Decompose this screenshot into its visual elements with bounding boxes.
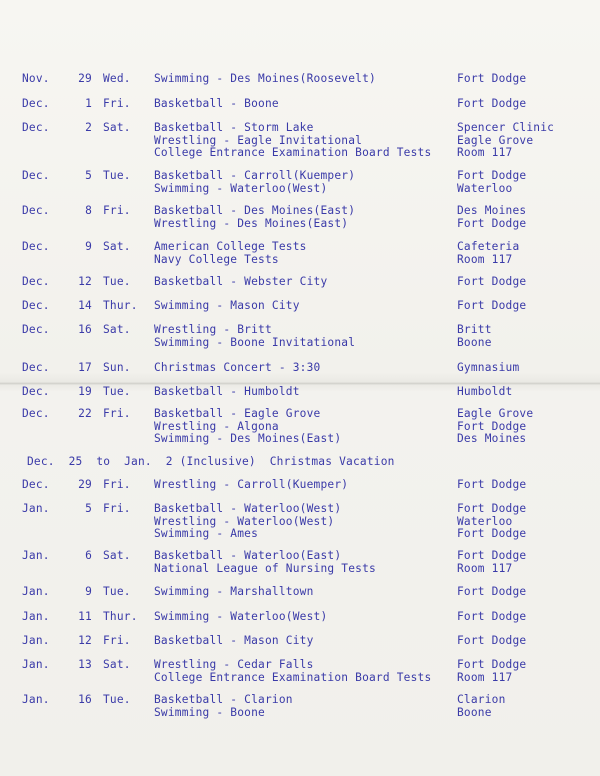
event-cell <box>154 324 355 349</box>
weekday-cell: Tue. <box>103 385 131 398</box>
location-line: Boone <box>457 705 492 719</box>
event-cell <box>154 611 327 624</box>
weekday-cell: Wed. <box>103 72 131 85</box>
weekday-cell: Fri. <box>103 204 131 217</box>
month-cell: Dec. <box>22 299 50 312</box>
location-cell <box>457 503 526 541</box>
month-cell: Dec. <box>22 240 50 253</box>
weekday-cell: Sat. <box>103 240 131 253</box>
event-line: Basketball - Mason City <box>154 634 314 647</box>
event-line: Swimming - Waterloo(West) <box>154 181 328 195</box>
day-cell: 5 <box>85 169 92 182</box>
weekday-cell: Fri. <box>103 634 131 647</box>
event-line: Swimming - Boone Invitational <box>154 335 356 349</box>
location-line: Waterloo <box>457 181 513 195</box>
location-cell <box>457 362 519 375</box>
location-cell <box>457 276 526 289</box>
event-cell <box>154 550 376 575</box>
event-line: Basketball - Humboldt <box>154 385 300 398</box>
day-cell: 19 <box>78 385 92 398</box>
location-line: Fort Dodge <box>457 585 527 598</box>
location-line: Clarion <box>457 693 506 706</box>
location-line: Fort Dodge <box>457 275 527 288</box>
location-line: Waterloo <box>457 514 513 528</box>
event-cell <box>154 503 341 541</box>
day-cell: 22 <box>78 407 92 420</box>
location-line: Fort Dodge <box>457 419 527 433</box>
event-line: Christmas Concert - 3:30 <box>154 361 321 374</box>
event-line: Wrestling - Britt <box>154 323 272 336</box>
location-line: Fort Dodge <box>457 502 527 515</box>
location-cell <box>457 205 526 230</box>
location-line: Des Moines <box>457 204 527 217</box>
location-cell <box>457 300 526 313</box>
location-line: Fort Dodge <box>457 634 527 647</box>
event-line: Basketball - Eagle Grove <box>154 407 321 420</box>
day-cell: 12 <box>78 634 92 647</box>
month-cell: Dec. <box>22 478 50 491</box>
location-line: Humboldt <box>457 385 513 398</box>
event-line: Wrestling - Carroll(Kuemper) <box>154 478 349 491</box>
event-line: Wrestling - Waterloo(West) <box>154 514 335 528</box>
day-cell: 17 <box>78 361 92 374</box>
location-line: Cafeteria <box>457 240 520 253</box>
event-cell <box>154 408 341 446</box>
month-cell: Dec. <box>22 204 50 217</box>
month-cell: Nov. <box>22 72 50 85</box>
location-line: Fort Dodge <box>457 658 527 671</box>
weekday-cell: Sat. <box>103 549 131 562</box>
location-cell <box>457 408 533 446</box>
month-cell: Jan. <box>22 585 50 598</box>
location-line: Fort Dodge <box>457 216 527 230</box>
location-line: Britt <box>457 323 492 336</box>
month-cell: Jan. <box>22 549 50 562</box>
event-cell <box>154 276 327 289</box>
weekday-cell: Sun. <box>103 361 131 374</box>
location-cell <box>457 73 526 86</box>
day-cell: 11 <box>78 610 92 623</box>
day-cell: 13 <box>78 658 92 671</box>
location-cell <box>457 386 512 399</box>
event-line: Basketball - Webster City <box>154 275 328 288</box>
weekday-cell: Sat. <box>103 121 131 134</box>
weekday-cell: Sat. <box>103 658 131 671</box>
event-cell <box>154 386 300 399</box>
location-line: Room 117 <box>457 146 513 159</box>
event-line: Basketball - Boone <box>154 97 279 110</box>
month-cell: Dec. <box>22 97 50 110</box>
location-line: Room 117 <box>457 670 513 684</box>
event-cell <box>154 73 376 86</box>
event-cell <box>154 205 355 230</box>
month-cell: Dec. <box>22 407 50 420</box>
weekday-cell: Fri. <box>103 478 131 491</box>
weekday-cell: Tue. <box>103 169 131 182</box>
weekday-cell: Fri. <box>103 97 131 110</box>
location-line: Fort Dodge <box>457 610 527 623</box>
day-cell: 9 <box>85 240 92 253</box>
event-cell <box>154 694 293 719</box>
location-line: Boone <box>457 335 492 349</box>
month-cell: Jan. <box>22 634 50 647</box>
event-cell <box>154 659 431 684</box>
event-line: Basketball - Carroll(Kuemper) <box>154 169 356 182</box>
event-line: Basketball - Storm Lake <box>154 121 314 134</box>
event-cell <box>154 98 279 111</box>
event-line: College Entrance Examination Board Tests <box>154 146 432 159</box>
month-cell: Dec. <box>22 121 50 134</box>
month-cell: Jan. <box>22 610 50 623</box>
day-cell: 16 <box>78 693 92 706</box>
month-cell: Jan. <box>22 693 50 706</box>
location-line: Des Moines <box>457 432 527 445</box>
location-line: Fort Dodge <box>457 549 527 562</box>
event-cell <box>154 122 431 160</box>
location-line: Fort Dodge <box>457 97 527 110</box>
weekday-cell: Fri. <box>103 407 131 420</box>
weekday-cell: Tue. <box>103 275 131 288</box>
event-line: College Entrance Examination Board Tests <box>154 670 432 684</box>
weekday-cell: Thur. <box>103 610 138 623</box>
location-cell <box>457 98 526 111</box>
day-cell: 12 <box>78 275 92 288</box>
location-line: Eagle Grove <box>457 133 534 147</box>
event-line: Swimming - Ames <box>154 527 259 540</box>
month-cell: Dec. <box>22 275 50 288</box>
event-line: Navy College Tests <box>154 252 279 266</box>
day-cell: 29 <box>78 72 92 85</box>
location-line: Spencer Clinic <box>457 121 555 134</box>
event-cell <box>154 635 314 648</box>
location-cell <box>457 324 492 349</box>
month-cell: Dec. <box>22 385 50 398</box>
event-line: Basketball - Clarion <box>154 693 293 706</box>
month-cell: Jan. <box>22 502 50 515</box>
location-cell <box>457 611 526 624</box>
event-cell <box>154 586 314 599</box>
event-cell <box>154 300 300 313</box>
event-line: Wrestling - Eagle Invitational <box>154 133 363 147</box>
event-line: National League of Nursing Tests <box>154 561 376 575</box>
day-cell: 2 <box>85 121 92 134</box>
location-line: Room 117 <box>457 252 513 266</box>
location-line: Gymnasium <box>457 361 520 374</box>
event-line: Swimming - Marshalltown <box>154 585 314 598</box>
event-cell <box>154 362 320 375</box>
location-line: Fort Dodge <box>457 169 527 182</box>
day-cell: 9 <box>85 585 92 598</box>
day-cell: 6 <box>85 549 92 562</box>
location-cell <box>457 550 526 575</box>
location-cell <box>457 659 526 684</box>
weekday-cell: Thur. <box>103 299 138 312</box>
event-line: Basketball - Waterloo(East) <box>154 549 342 562</box>
weekday-cell: Sat. <box>103 323 131 336</box>
day-cell: 5 <box>85 502 92 515</box>
month-cell: Dec. <box>22 323 50 336</box>
event-line: Basketball - Des Moines(East) <box>154 204 356 217</box>
day-cell: 29 <box>78 478 92 491</box>
event-cell <box>154 479 348 492</box>
month-cell: Jan. <box>22 658 50 671</box>
day-cell: 8 <box>85 204 92 217</box>
location-line: Fort Dodge <box>457 72 527 85</box>
location-line: Fort Dodge <box>457 527 527 540</box>
event-cell <box>154 241 307 266</box>
location-line: Room 117 <box>457 561 513 575</box>
weekday-cell: Tue. <box>103 693 131 706</box>
location-cell <box>457 694 506 719</box>
location-cell <box>457 635 526 648</box>
location-cell <box>457 586 526 599</box>
day-cell: 1 <box>85 97 92 110</box>
vacation-note: Dec. 25 to Jan. 2 (Inclusive) Christmas Vacation <box>27 455 395 468</box>
month-cell: Dec. <box>22 361 50 374</box>
location-line: Eagle Grove <box>457 407 534 420</box>
event-line: Swimming - Mason City <box>154 299 300 312</box>
location-cell <box>457 241 519 266</box>
location-cell <box>457 479 526 492</box>
location-line: Fort Dodge <box>457 299 527 312</box>
location-line: Fort Dodge <box>457 478 527 491</box>
location-cell <box>457 170 526 195</box>
event-line: American College Tests <box>154 240 307 253</box>
event-cell <box>154 170 355 195</box>
weekday-cell: Tue. <box>103 585 131 598</box>
event-line: Swimming - Waterloo(West) <box>154 610 328 623</box>
event-line: Wrestling - Des Moines(East) <box>154 216 349 230</box>
event-line: Swimming - Boone <box>154 705 265 719</box>
weekday-cell: Fri. <box>103 502 131 515</box>
event-line: Swimming - Des Moines(Roosevelt) <box>154 72 376 85</box>
event-line: Wrestling - Cedar Falls <box>154 658 314 671</box>
location-cell <box>457 122 554 160</box>
event-line: Swimming - Des Moines(East) <box>154 432 342 445</box>
day-cell: 14 <box>78 299 92 312</box>
month-cell: Dec. <box>22 169 50 182</box>
event-line: Wrestling - Algona <box>154 419 279 433</box>
day-cell: 16 <box>78 323 92 336</box>
event-line: Basketball - Waterloo(West) <box>154 502 342 515</box>
